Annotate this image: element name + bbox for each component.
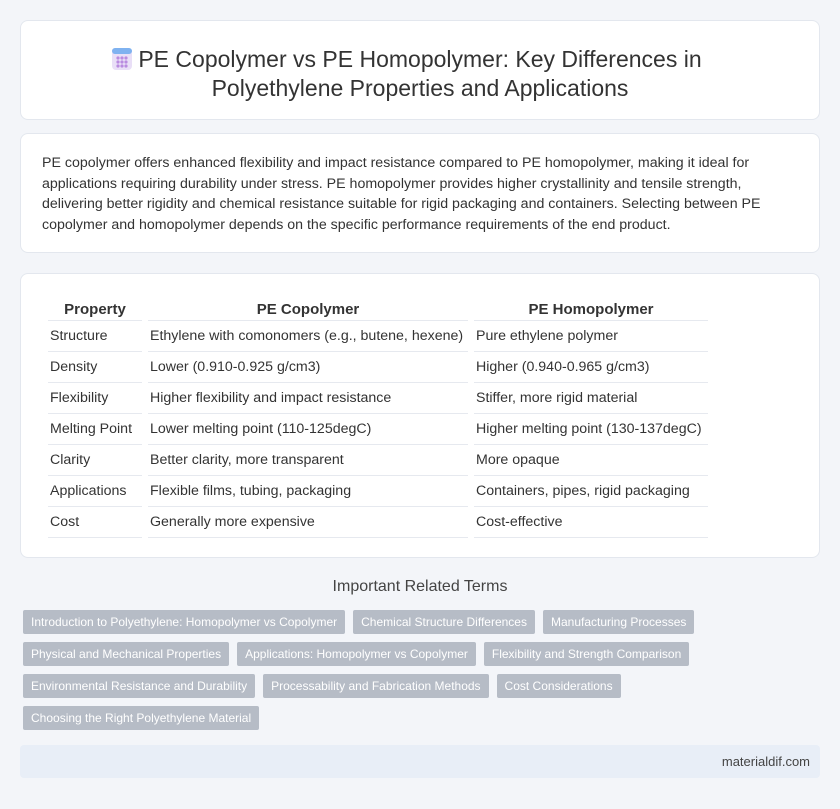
comparison-table <box>42 293 714 538</box>
row-copolymer-value: Better clarity, more transparent <box>148 445 468 476</box>
related-term-tag[interactable]: Processability and Fabrication Methods <box>263 674 488 698</box>
related-term-tag[interactable]: Flexibility and Strength Comparison <box>484 642 689 666</box>
related-term-tag[interactable]: Environmental Resistance and Durability <box>23 674 255 698</box>
row-copolymer-value: Generally more expensive <box>148 507 468 538</box>
related-terms-heading: Important Related Terms <box>332 578 508 595</box>
related-term-tag[interactable]: Introduction to Polyethylene: Homopolymer vs Copolymer <box>23 610 345 634</box>
table-header-row <box>48 293 708 321</box>
table-row <box>48 352 708 383</box>
row-homopolymer-value: Pure ethylene polymer <box>474 321 708 352</box>
row-copolymer-value: Ethylene with comonomers (e.g., butene, hexene) <box>148 321 468 352</box>
row-copolymer-value: Higher flexibility and impact resistance <box>148 383 468 414</box>
row-property: Flexibility <box>48 383 142 414</box>
table-row <box>48 507 708 538</box>
row-copolymer-value: Lower (0.910-0.925 g/cm3) <box>148 352 468 383</box>
related-term-tag[interactable]: Manufacturing Processes <box>543 610 694 634</box>
header-pe-copolymer: PE Copolymer <box>148 293 468 321</box>
row-property: Structure <box>48 321 142 352</box>
row-homopolymer-value: Containers, pipes, rigid packaging <box>474 476 708 507</box>
header-property: Property <box>48 293 142 321</box>
header-card <box>20 20 820 120</box>
row-homopolymer-value: Cost-effective <box>474 507 708 538</box>
row-property: Clarity <box>48 445 142 476</box>
row-homopolymer-value: Stiffer, more rigid material <box>474 383 708 414</box>
row-copolymer-value: Lower melting point (110-125degC) <box>148 414 468 445</box>
row-homopolymer-value: Higher (0.940-0.965 g/cm3) <box>474 352 708 383</box>
related-term-tag[interactable]: Applications: Homopolymer vs Copolymer <box>237 642 476 666</box>
row-homopolymer-value: Higher melting point (130-137degC) <box>474 414 708 445</box>
footer <box>20 745 820 778</box>
header-pe-homopolymer: PE Homopolymer <box>474 293 708 321</box>
table-row <box>48 476 708 507</box>
row-property: Applications <box>48 476 142 507</box>
row-property: Density <box>48 352 142 383</box>
row-copolymer-value: Flexible films, tubing, packaging <box>148 476 468 507</box>
row-property: Melting Point <box>48 414 142 445</box>
related-term-tag[interactable]: Physical and Mechanical Properties <box>23 642 229 666</box>
row-property: Cost <box>48 507 142 538</box>
row-homopolymer-value: More opaque <box>474 445 708 476</box>
related-term-tag[interactable]: Choosing the Right Polyethylene Material <box>23 706 259 730</box>
related-term-tag[interactable]: Chemical Structure Differences <box>353 610 535 634</box>
table-row <box>48 445 708 476</box>
table-row <box>48 383 708 414</box>
intro-paragraph: PE copolymer offers enhanced flexibility and impact resistance compared to PE homopolymer, making it ideal for applications requiring durability under stress. PE homopolymer provides higher crystallinity and tensile strength, delivering better rigidity and chemical resistance suitable for rigid packaging and containers. Selecting between PE copolymer and homopolymer depends on the specific performance requirements of the end product. <box>42 155 761 233</box>
footer-site-link[interactable]: materialdif.com <box>721 754 810 769</box>
page-title: PE Copolymer vs PE Homopolymer: Key Differences in Polyethylene Properties and Applications <box>138 46 702 101</box>
table-row <box>48 321 708 352</box>
comparison-table-card <box>20 273 820 558</box>
related-term-tag[interactable]: Cost Considerations <box>497 674 621 698</box>
intro-card <box>20 133 820 253</box>
related-terms-list <box>23 610 713 730</box>
table-row <box>48 414 708 445</box>
